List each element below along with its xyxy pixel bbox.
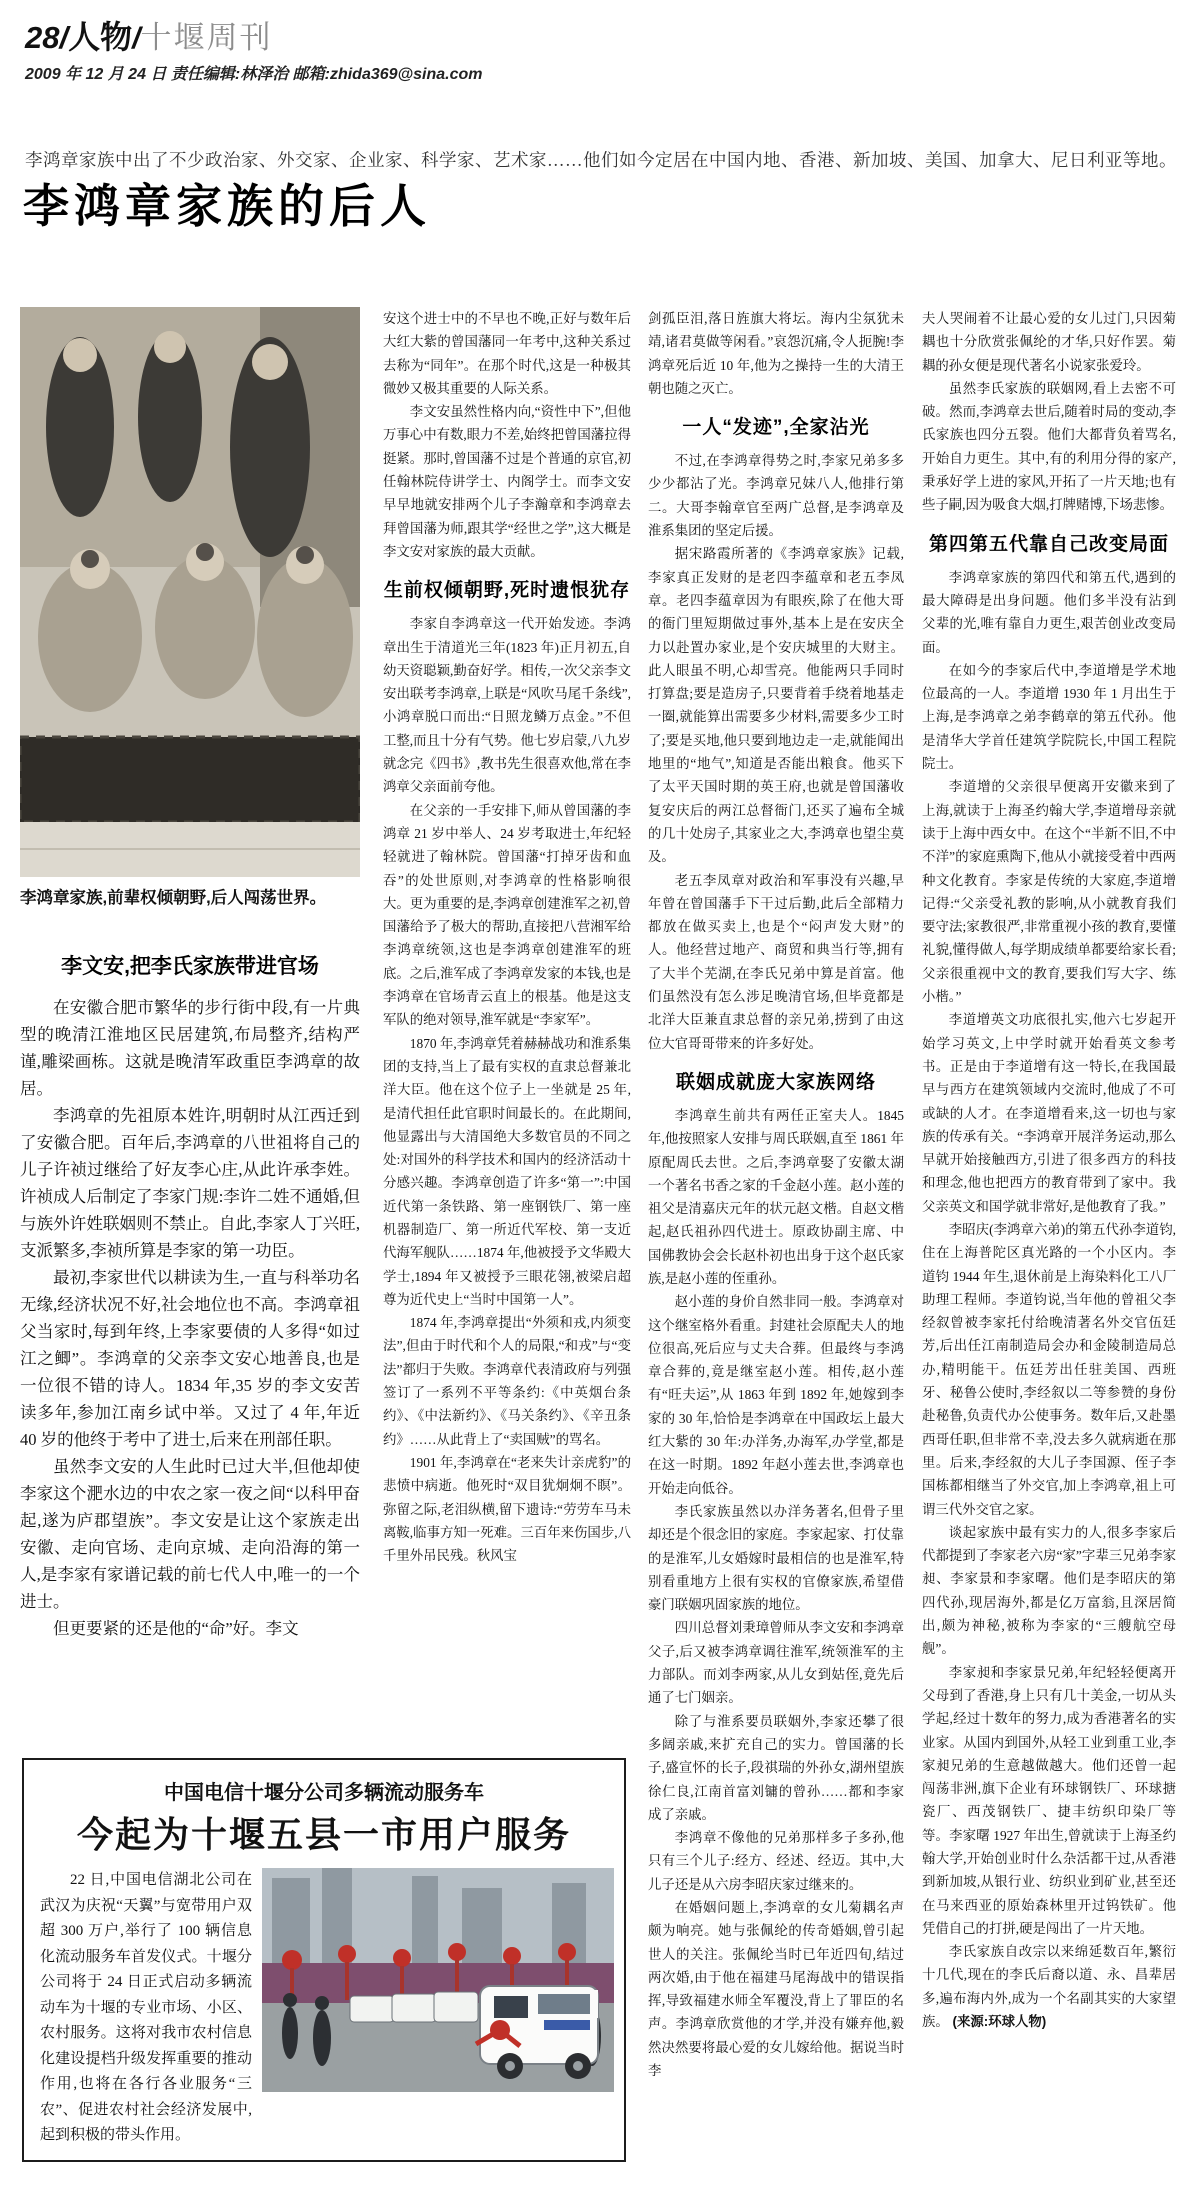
article-paragraph: 虽然李文安的人生此时已过大半,但他却使李家这个淝水边的中农之家一夜之间“以科甲奋起,遂为庐郡望族”。李文安是让这个家族走出安徽、走向官场、走向京城、走向沿海的第一人,是李家有家谱记载的前七代人中,唯一的一个进士。 <box>20 1457 360 1611</box>
article-paragraph: 不过,在李鸿章得势之时,李家兄弟多多少少都沾了光。李鸿章兄妹八人,他排行第二。大哥李翰章官至两广总督,是李鸿章及淮系集团的坚定后援。 <box>648 453 904 539</box>
article-paragraph: 李鸿章家族的第四代和第五代,遇到的最大障碍是出身问题。他们多半没有沾到父辈的光,唯有靠自力更生,艰苦创业改变局面。 <box>922 569 1176 655</box>
masthead <box>25 12 272 58</box>
publication-name: 十堰周刊 <box>140 20 273 55</box>
section-heading: 第四第五代靠自己改变局面 <box>928 533 1169 555</box>
column-1 <box>20 307 360 1707</box>
article-paragraph: 1901 年,李鸿章在“老来失计亲虎豹”的悲愤中病逝。他死时“双目犹炯炯不瞑”。弥留之际,老泪纵横,留下遗诗:“劳劳车马未离鞍,临事方知一死难。三百年来伤国步,八千里外吊民残。秋风宝 <box>383 1454 631 1564</box>
article-paragraph: 赵小莲的身价自然非同一般。李鸿章对这个继室格外看重。封建社会原配夫人的地位很高,死后应与丈夫合葬。但最终与李鸿章合葬的,竟是继室赵小莲。相传,赵小莲有“旺夫运”,从 1863 年到 1892 年,她嫁到李家的 30 年,恰恰是李鸿章在中国政坛上最大红大紫的 30 年:办洋务,办海军,办学堂,都是在这一时期。1892 年赵小莲去世,李鸿章也开始走向低谷。 <box>648 1294 904 1496</box>
section-heading: 联姻成就庞大家族网络 <box>675 1071 876 1093</box>
article-paragraph: 李氏家族虽然以办洋务著名,但骨子里却还是个很念旧的家庭。李家起家、打仗靠的是淮军,儿女婚嫁时最相信的也是淮军,特别看重地方上很有实权的官僚家族,希望借豪门联姻巩固家族的地位。 <box>648 1503 904 1613</box>
article-paragraph: 谈起家族中最有实力的人,很多李家后代都提到了李家老六房“家”字辈三兄弟李家昶、李家景和李家曙。他们是李昭庆的第四代孙,现居海外,都是亿万富翁,且深居简出,颇为神秘,被称为李家的“三艘航空母舰”。 <box>922 1524 1176 1657</box>
ad-content-row <box>24 1868 624 2149</box>
section-name: 人物 <box>68 19 133 55</box>
article-paragraph: 最初,李家世代以耕读为生,一直与科举功名无缘,经济状况不好,社会地位也不高。李鸿章祖父当家时,每到年终,上李家要债的人多得“如过江之鲫”。李鸿章的父亲李文安心地善良,也是一位很不错的诗人。1834 年,35 岁的李文安苦读多年,参加江南乡试中举。又过了 4 年,年近 40 岁的他终于考中了进士,后来在刑部任职。 <box>20 1268 360 1449</box>
article-paragraph: 李鸿章生前共有两任正室夫人。1845 年,他按照家人安排与周氏联姻,直至 1861 年原配周氏去世。之后,李鸿章娶了安徽太湖一个著名书香之家的千金赵小莲。赵小莲的祖父是清嘉庆元年的状元赵文楷。自赵文楷起,赵氏祖孙四代进士。原政协副主席、中国佛教协会会长赵朴初也出身于这个赵氏家族,是赵小莲的侄重孙。 <box>648 1107 904 1286</box>
article-paragraph: 李文安虽然性格内向,“资性中下”,但他万事心中有数,眼力不差,始终把曾国藩拉得挺紧。那时,曾国藩不过是个普通的京官,初任翰林院侍讲学士、内阁学士。而李文安早早地就安排两个儿子李瀚章和李鸿章去拜曾国藩为师,跟其学“经世之学”,这大概是李文安对家族的最大贡献。 <box>383 404 631 559</box>
masthead-separator: / <box>132 22 141 55</box>
ad-kicker: 中国电信十堰分公司多辆流动服务车 <box>164 1782 484 1804</box>
article-paragraph: 据宋路霞所著的《李鸿章家族》记载,李家真正发财的是老四李蕴章和老五李凤章。老四李蕴章因为有眼疾,除了在他大哥的衙门里短期做过事外,基本上是在安庆全力以赴置办家业,是个安庆城里的大财主。此人眼虽不明,心却雪亮。他能两只手同时打算盘;要是造房子,只要背着手绕着地基走一圈,就能算出需要多少材料,需要多少工时了;要是买地,他只要到地边走一走,就能闻出地里的“地气”,知道是否能出粮食。他买下了太平天国时期的英王府,也就是曾国藩收复安庆后的两江总督衙门,还买了遍布全城的几十处房子,其家业之大,李鸿章也望尘莫及。 <box>648 546 904 865</box>
article-paragraph: 李鸿章的先祖原本姓许,明朝时从江西迁到了安徽合肥。百年后,李鸿章的八世祖将自己的儿子许祯过继给了好友李心庄,从此许承李姓。许祯成人后制定了李家门规:李许二姓不通婚,但与族外许姓联姻则不禁止。自此,李家人丁兴旺,支派繁多,李祯所算是李家的第一功臣。 <box>20 1106 360 1260</box>
column-3 <box>648 307 904 2163</box>
page-number: 28/ <box>25 20 69 55</box>
article-paragraph: 剑孤臣泪,落日旌旗大将坛。海内尘氛犹未靖,诸君莫做等闲看。”哀怨沉痛,令人扼腕!李鸿章死后近 10 年,他为之操持一生的大清王朝也随之灭亡。 <box>648 311 904 396</box>
source-credit: (来源:环球人物) <box>948 2014 1047 2030</box>
family-portrait-photo <box>20 307 360 877</box>
article-paragraph: 在如今的李家后代中,李道增是学术地位最高的一人。李道增 1930 年 1 月出生于上海,是李鸿章之弟李鹤章的第五代孙。他是清华大学首任建筑学院院长,中国工程院院士。 <box>922 662 1176 772</box>
article-paragraph: 李道增的父亲很早便离开安徽来到了上海,就读于上海圣约翰大学,李道增母亲就读于上海中西女中。在这个“半新不旧,不中不洋”的家庭熏陶下,他从小就接受着中西两种文化教育。李家是传统的大家庭,李道增记得:“父亲受礼教的影响,从小就教育我们要守法;家教很严,非常重视小孩的教育,要懂礼貌,懂得做人,每学期成绩单都要给家长看;父亲很重视中文的教育,要我们写大字、练小楷。” <box>922 779 1176 1005</box>
article-paragraph: 在父亲的一手安排下,师从曾国藩的李鸿章 21 岁中举人、24 岁考取进士,年纪轻轻就进了翰林院。曾国藩“打掉牙齿和血吞”的处世原则,对李鸿章的性格影响很大。更为重要的是,李鸿章创建淮军之初,曾国藩给予了极大的帮助,直接把八营湘军给李鸿章统领,这也是李鸿章创建淮军的班底。之后,淮军成了李鸿章发家的本钱,也是李鸿章在官场青云直上的根基。他是这支军队的绝对领导,淮军就是“李家军”。 <box>383 802 631 1028</box>
photo-caption: 李鸿章家族,前辈权倾朝野,后人闯荡世界。 <box>20 889 327 907</box>
column-2 <box>383 307 631 1705</box>
section-heading: 一人“发迹”,全家沾光 <box>682 417 870 439</box>
article-paragraph: 除了与淮系要员联姻外,李家还攀了很多阔亲戚,来扩充自己的实力。曾国藩的长子,盛宣怀的长子,段祺瑞的外孙女,湖州望族徐仁良,江南首富刘镛的曾孙……都和李家成了亲戚。 <box>648 1713 904 1822</box>
column-1-text <box>20 950 360 1642</box>
article-paragraph: 老五李凤章对政治和军事没有兴趣,早年曾在曾国藩手下干过后勤,此后全部精力都放在做买卖上,也是个“闷声发大财”的人。他经营过地产、商贸和典当行等,拥有了大半个芜湖,在李氏兄弟中算是首富。他们虽然没有怎么涉足晚清官场,但毕竟都是北洋大臣兼直隶总督的亲兄弟,捞到了由这位大官哥哥带来的许多好处。 <box>648 872 904 1051</box>
article-paragraph: 李鸿章不像他的兄弟那样多子多孙,他只有三个儿子:经方、经述、经迈。其中,大儿子还是从六房李昭庆家过继来的。 <box>648 1830 904 1892</box>
article-paragraph: 李道增英文功底很扎实,他六七岁起开始学习英文,上中学时就开始看英文参考书。正是由于李道增有这一特长,在我国最早与西方在建筑领域内交流时,他成了不可或缺的人才。在李道增看来,这一切也与家族的传承有关。“李鸿章开展洋务运动,那么早就开始接触西方,引进了很多西方的科技和理念,他也把西方的教育带到了家中。我父亲英文和国学就非常好,是他教育了我。” <box>922 1012 1176 1214</box>
article-paragraph: 在婚姻问题上,李鸿章的女儿菊耦名声颇为响亮。她与张佩纶的传奇婚姻,曾引起世人的关注。张佩纶当时已年近四旬,结过两次婚,由于他在福建马尾海战中的错误指挥,导致福建水师全军覆没,背上了罪臣的名声。李鸿章欣赏他的才学,并没有嫌弃他,毅然决然要将最心爱的女儿嫁给他。据说当时李 <box>648 1900 904 2079</box>
advertisement-box <box>22 1758 626 2162</box>
article-paragraph: 1874 年,李鸿章提出“外须和戎,内须变法”,但由于时代和个人的局限,“和戎”与“变法”都归于失败。李鸿章代表清政府与列强签订了一系列不平等条约:《中英烟台条约》、《中法新约》、《马关条约》、《辛丑条约》……从此背上了“卖国贼”的骂名。 <box>383 1315 631 1447</box>
article-paragraph: 李家自李鸿章这一代开始发迹。李鸿章出生于清道光三年(1823 年)正月初五,自幼天资聪颖,勤奋好学。相传,一次父亲李文安出联考李鸿章,上联是“风吹马尾千条线”,小鸿章脱口而出:“日照龙鳞万点金。”不但工整,而且十分有气势。他七岁启蒙,八九岁就念完《四书》,教书先生很喜欢他,常在李鸿章父亲面前夸他。 <box>383 616 631 795</box>
article-paragraph: 四川总督刘秉璋曾师从李文安和李鸿章父子,后又被李鸿章调往淮军,统领淮军的主力部队。而刘李两家,从儿女到姑侄,竟先后通了七门姻亲。 <box>648 1620 904 1706</box>
ad-body-text: 22 日,中国电信湖北公司在武汉为庆祝“天翼”与宽带用户双超 300 万户,举行了 100 辆信息化流动服务车首发仪式。十堰分公司将于 24 日正式启动多辆流动车为十堰的专业市场、小区、农村服务。这将对我市农村信息化建设提档升级发挥重要的推动作用,也将在各行各业服务“三农”、促进农村社会经济发展中,起到积极的带头作用。 <box>40 1872 252 2143</box>
service-vans-ceremony-photo <box>262 1868 614 2092</box>
dateline: 2009 年 12 月 24 日 责任编辑:林泽治 邮箱:zhida369@sina.com <box>25 66 483 83</box>
article-paragraph: 在安徽合肥市繁华的步行街中段,有一片典型的晚清江淮地区民居建筑,布局整齐,结构严谨,雕梁画栋。这就是晚清军政重臣李鸿章的故居。 <box>20 998 360 1098</box>
article-paragraph: 李氏家族自改宗以来绵延数百年,繁衍十几代,现在的李氏后裔以道、永、昌辈居多,遍布海内外,成为一个名副其实的大家望族。 (来源:环球人物) <box>922 1944 1176 2030</box>
article-paragraph: 但更要紧的还是他的“命”好。李文 <box>53 1619 299 1638</box>
article-paragraph: 李昭庆(李鸿章六弟)的第五代孙李道钧,住在上海普陀区真光路的一个小区内。李道钧 1944 年生,退休前是上海染料化工八厂助理工程师。李道钧说,当年他的曾祖父李经叙曾被李家托付给晚清著名外交官伍廷芳,后出任江南制造局会办和金陵制造局总办,精明能干。伍廷芳出任驻美国、西班牙、秘鲁公使时,李经叙以二等参赞的身份赴秘鲁,负责代办公使事务。数年后,又赴墨西哥任职,但非常不幸,没去多久就病逝在那里。后来,李经叙的大儿子李国源、侄子李国栋都相继当了外交官,加上李鸿章,祖上可谓三代外交官之家。 <box>922 1221 1176 1517</box>
article-paragraph: 虽然李氏家族的联姻网,看上去密不可破。然而,李鸿章去世后,随着时局的变动,李氏家族也四分五裂。他们大都背负着骂名,开始自力更生。其中,有的利用分得的家产,秉承好学上进的家风,开拓了一片天地;也有些子嗣,因为吸食大烟,打牌赌博,下场悲惨。 <box>922 380 1176 513</box>
section-heading: 生前权倾朝野,死时遗恨犹存 <box>383 580 631 602</box>
article-lede: 李鸿章家族中出了不少政治家、外交家、企业家、科学家、艺术家……他们如今定居在中国内地、香港、新加坡、美国、加拿大、尼日利亚等地。 <box>25 150 1177 170</box>
article-paragraph: 1870 年,李鸿章凭着赫赫战功和淮系集团的支持,当上了最有实权的直隶总督兼北洋大臣。他在这个位子上一坐就是 25 年,是清代担任此官职时间最长的。在此期间,他显露出与大清国绝大多数官员的不同之处:对国外的科学技术和国内的经济活动十分感兴趣。李鸿章创造了许多“第一”:中国近代第一条铁路、第一座钢铁厂、第一座机器制造厂、第一所近代军校、第一支近代海军舰队……1874 年,他被授予文华殿大学士,1894 年又被授予三眼花翎,被梁启超尊为近代史上“当时中国第一人”。 <box>383 1035 631 1307</box>
article-paragraph: 夫人哭闹着不让最心爱的女儿过门,只因菊耦也十分欣赏张佩纶的才华,只好作罢。菊耦的孙女便是现代著名小说家张爱玲。 <box>922 311 1176 373</box>
column-4 <box>922 307 1176 2163</box>
ad-title: 今起为十堰五县一市用户服务 <box>76 1814 571 1855</box>
article-paragraph: 李家昶和李家景兄弟,年纪轻轻便离开父母到了香港,身上只有几十美金,一切从头学起,经过十数年的努力,成为香港著名的实业家。从国内到国外,从轻工业到重工业,李家昶兄弟的生意越做越大。他们还曾一起闯荡非洲,旗下企业有环球钢铁厂、环球搪瓷厂、西茂钢铁厂、捷丰纺织印染厂等等。李家曙 1927 年出生,曾就读于上海圣约翰大学,开始创业时什么杂活都干过,从香港到新加坡,从银行业、纺织业到矿业,甚至还在马来西亚的原始森林里开过钨铁矿。他凭借自己的打拼,硬是闯出了一片天地。 <box>922 1664 1176 1936</box>
section-heading: 李文安,把李氏家族带进官场 <box>61 955 319 978</box>
article-paragraph: 安这个进士中的不早也不晚,正好与数年后大红大紫的曾国藩同一年考中,这种关系过去称为“同年”。在那个时代,这是一种极其微妙又极其重要的人际关系。 <box>383 311 631 396</box>
article-headline: 李鸿章家族的后人 <box>23 180 431 232</box>
